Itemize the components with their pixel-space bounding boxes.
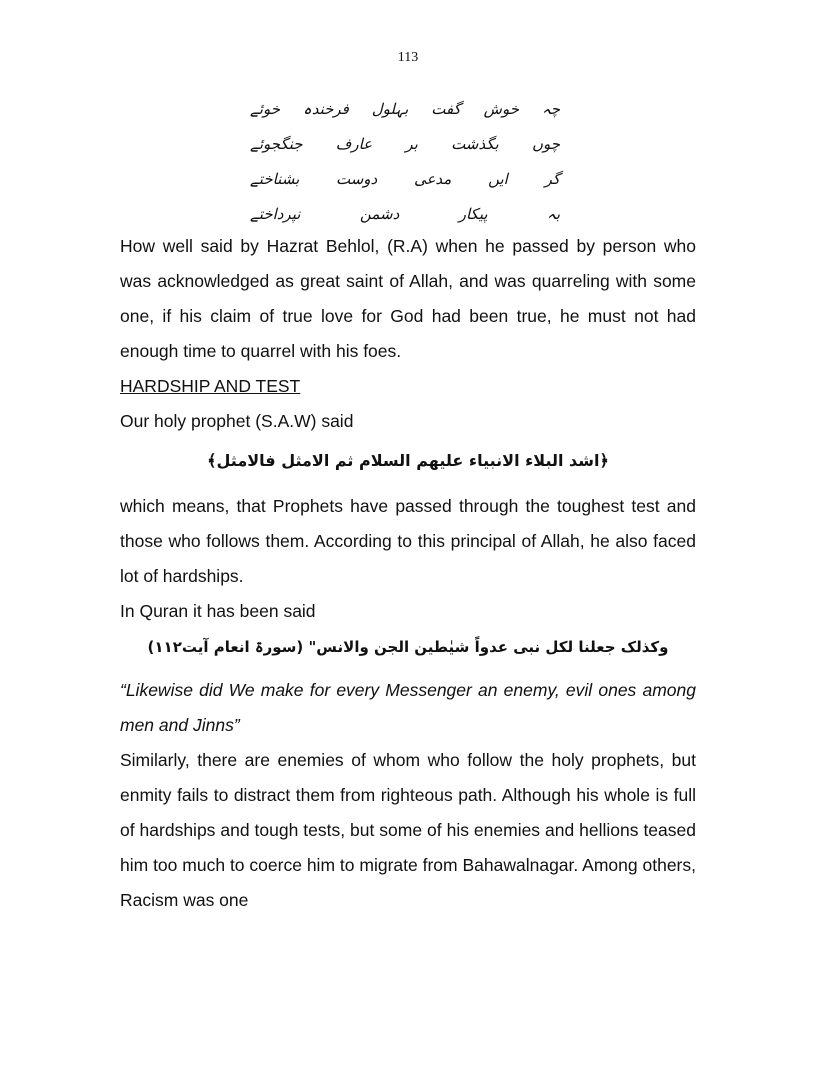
- poem-word: ایں: [488, 170, 508, 188]
- poem-word: نپرداختے: [250, 205, 301, 223]
- poem-word: جنگجوئے: [250, 135, 303, 153]
- poem-word: چہ: [541, 100, 560, 118]
- hadith-arabic: ﴿اشد البلاء الانبياء عليهم السلام ثم الامثل فالامثل﴾: [207, 451, 609, 470]
- poem-word: دوست: [336, 170, 378, 188]
- persian-poem: [250, 92, 560, 232]
- poem-line: [250, 127, 560, 162]
- poem-word: بہلول: [371, 100, 409, 118]
- poem-word: خوش: [483, 100, 520, 118]
- poem-word: دشمن: [359, 205, 400, 223]
- poem-word: فرخندہ: [302, 100, 349, 118]
- poem-word: بر: [405, 135, 418, 153]
- quran-intro: In Quran it has been said: [120, 601, 316, 621]
- poem-word: مدعی: [413, 170, 452, 188]
- section-heading: HARDSHIP AND TEST: [120, 376, 301, 396]
- poem-word: گفت: [431, 100, 461, 118]
- enemies-paragraph: Similarly, there are enemies of whom who follow the holy prophets, but enmity fails to distract them from righteous path. Although his whole is full of hardships and tough tests, but some of his enemies and hellions teased him too much to coerce him to migrate from Bahawalnagar. Among others, Racism was one: [120, 750, 696, 910]
- page-number: 113: [397, 50, 419, 65]
- poem-word: عارف: [335, 135, 373, 153]
- poem-word: خوئے: [250, 100, 281, 118]
- poem-word: بشناختے: [250, 170, 300, 188]
- poem-line: [250, 162, 560, 197]
- page-body: [120, 229, 696, 918]
- prophets-paragraph: which means, that Prophets have passed through the toughest test and those who follows them. According to this principal of Allah, he also faced lot of hardships.: [120, 496, 696, 586]
- verse-translation: “Likewise did We make for every Messenger an enemy, evil ones among men and Jinns”: [120, 680, 696, 735]
- poem-word: بگذشت: [451, 135, 499, 153]
- poem-line: [250, 197, 560, 232]
- poem-word: چوں: [531, 135, 560, 153]
- poem-line: [250, 92, 560, 127]
- poem-word: پیکار: [458, 205, 488, 223]
- quran-verse-arabic: وکذلک جعلنا لکل نبی عدواً شیٰطین الجن والانس" (سورۃ انعام آیت۱۱۲): [147, 638, 669, 656]
- poem-word: گر: [544, 170, 560, 188]
- behlol-paragraph: How well said by Hazrat Behlol, (R.A) when he passed by person who was acknowledged as great saint of Allah, and was quarreling with some one, if his claim of true love for God had been true, he must not had enough time to quarrel with his foes.: [120, 236, 696, 361]
- prophet-intro: Our holy prophet (S.A.W) said: [120, 411, 354, 431]
- poem-word: بہ: [547, 205, 560, 223]
